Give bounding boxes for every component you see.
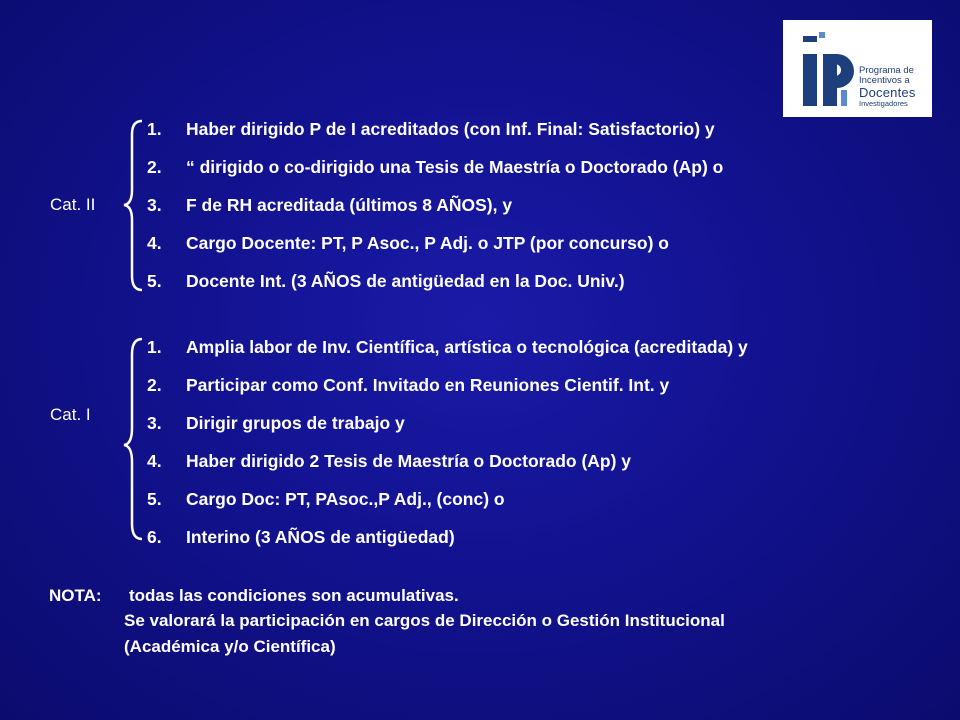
item-number: 3.	[147, 195, 162, 215]
item-text: Amplia labor de Inv. Científica, artística o tecnológica (acreditada) y	[186, 337, 748, 357]
item-text: Cargo Doc: PT, PAsoc.,P Adj., (conc) o	[186, 489, 505, 509]
item-number: 4.	[147, 451, 162, 471]
note-line-1: todas las condiciones son acumulativas.	[129, 586, 459, 605]
item-text: Cargo Docente: PT, P Asoc., P Adj. o JTP (por concurso) o	[186, 233, 669, 253]
cat-ii-label: Cat. II	[50, 195, 96, 214]
ip-logo-icon	[801, 32, 857, 107]
item-text: “ dirigido o co-dirigido una Tesis de Maestría o Doctorado (Ap) o	[186, 157, 724, 177]
logo-text	[859, 66, 916, 107]
item-number: 4.	[147, 233, 162, 253]
logo-line-4: Investigadores	[859, 98, 908, 108]
item-number: 1.	[147, 119, 162, 139]
item-text: Dirigir grupos de trabajo y	[186, 413, 405, 433]
cat-ii-brace	[118, 118, 148, 293]
item-number: 5.	[147, 271, 162, 291]
program-logo	[783, 20, 932, 117]
note-line-3: (Académica y/o Científica)	[124, 637, 336, 656]
item-text: Haber dirigido P de I acreditados (con Inf. Final: Satisfactorio) y	[186, 119, 715, 139]
item-text: F de RH acreditada (últimos 8 AÑOS), y	[186, 195, 513, 215]
note-label: NOTA:	[49, 586, 102, 605]
cat-i-label: Cat. I	[50, 405, 91, 424]
item-text: Docente Int. (3 AÑOS de antigüedad en la Doc. Univ.)	[186, 271, 625, 291]
item-text: Participar como Conf. Invitado en Reuniones Cientif. Int. y	[186, 375, 670, 395]
note-line-2: Se valorará la participación en cargos de Dirección o Gestión Institucional	[124, 611, 725, 630]
item-number: 2.	[147, 375, 162, 395]
logo-line-3: Docentes	[859, 84, 916, 100]
item-text: Interino (3 AÑOS de antigüedad)	[186, 527, 455, 547]
item-text: Haber dirigido 2 Tesis de Maestría o Doctorado (Ap) y	[186, 451, 632, 471]
item-number: 6.	[147, 527, 162, 547]
item-number: 2.	[147, 157, 162, 177]
logo-line-1: Programa de	[859, 65, 914, 76]
item-number: 1.	[147, 337, 162, 357]
item-number: 5.	[147, 489, 162, 509]
item-number: 3.	[147, 413, 162, 433]
logo-line-2: Incentivos a	[859, 74, 910, 86]
cat-i-brace	[118, 336, 148, 542]
